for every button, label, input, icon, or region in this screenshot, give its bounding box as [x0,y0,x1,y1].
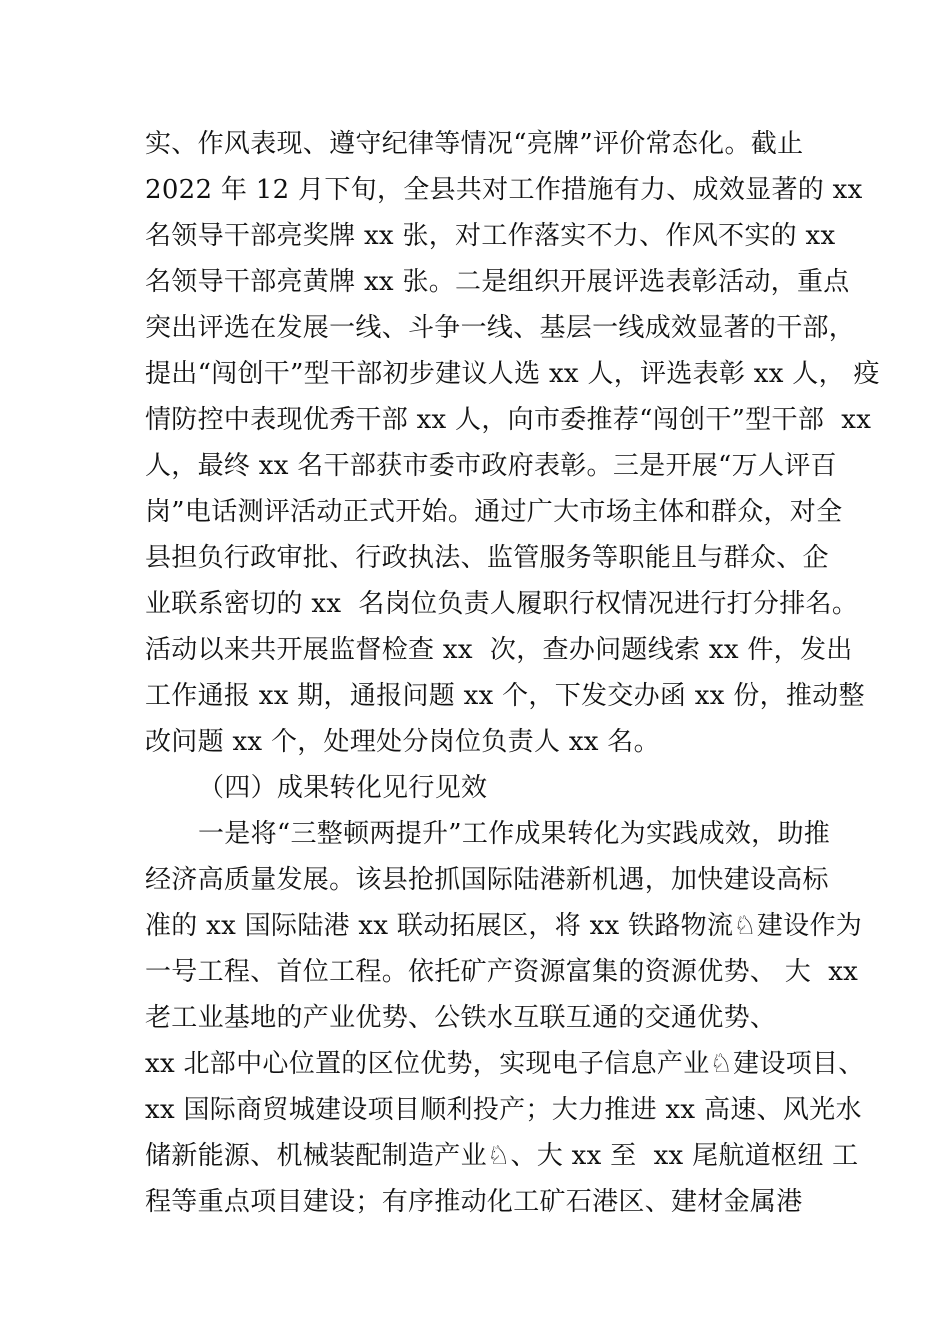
text-line: 活动以来共开展监督检查 xx 次，查办问题线索 xx 件，发出 [145,635,853,665]
text-line: 准的 xx 国际陆港 xx 联动拓展区，将 xx 铁路物流♘建设作为 [145,911,863,941]
text-line: 突出评选在发展一线、斗争一线、基层一线成效显著的干部， [145,313,856,343]
text-line: 程等重点项目建设；有序推动化工矿石港区、建材金属港 [145,1187,803,1217]
text-line: 一是将“三整顿两提升”工作成果转化为实践成效，助推 [198,819,831,849]
text-line: 老工业基地的产业优势、公铁水互联互通的交通优势、 [145,1003,777,1033]
text-line: xx 国际商贸城建设项目顺利投产；大力推进 xx 高速、风光水 [145,1095,862,1125]
text-line: 名领导干部亮黄牌 xx 张。二是组织开展评选表彰活动，重点 [145,267,850,297]
text-line: 2022 年 12 月下旬，全县共对工作措施有力、成效显著的 xx [145,175,863,205]
text-line: 县担负行政审批、行政执法、监管服务等职能且与群众、企 [145,543,829,573]
text-line: 实、作风表现、遵守纪律等情况“亮牌”评价常态化。截止 [145,129,804,159]
text-line: 经济高质量发展。该县抢抓国际陆港新机遇，加快建设高标 [145,865,829,895]
text-line: xx 北部中心位置的区位优势，实现电子信息产业♘建设项目、 [145,1049,865,1079]
text-line: 工作通报 xx 期，通报问题 xx 个，下发交办函 xx 份，推动整 [145,681,865,711]
text-line: 人，最终 xx 名干部获市委市政府表彰。三是开展“万人评百 [145,451,837,481]
text-line: 储新能源、机械装配制造产业♘、大 xx 至 xx 尾航道枢纽 工 [145,1141,859,1171]
text-line: 情防控中表现优秀干部 xx 人，向市委推荐“闯创干”型干部 xx [145,405,872,435]
text-line: 岗”电话测评活动正式开始。通过广大市场主体和群众，对全 [145,497,843,527]
section-heading: （四）成果转化见行见效 [198,773,488,803]
text-line: 改问题 xx 个，处理处分岗位负责人 xx 名。 [145,727,660,757]
text-line: 提出“闯创干”型干部初步建议人选 xx 人，评选表彰 xx 人， 疫 [145,359,880,389]
text-line: 一号工程、首位工程。依托矿产资源富集的资源优势、 大 xx [145,957,859,987]
text-line: 名领导干部亮奖牌 xx 张，对工作落实不力、作风不实的 xx [145,221,836,251]
text-line: 业联系密切的 xx 名岗位负责人履职行权情况进行打分排名。 [145,589,859,619]
